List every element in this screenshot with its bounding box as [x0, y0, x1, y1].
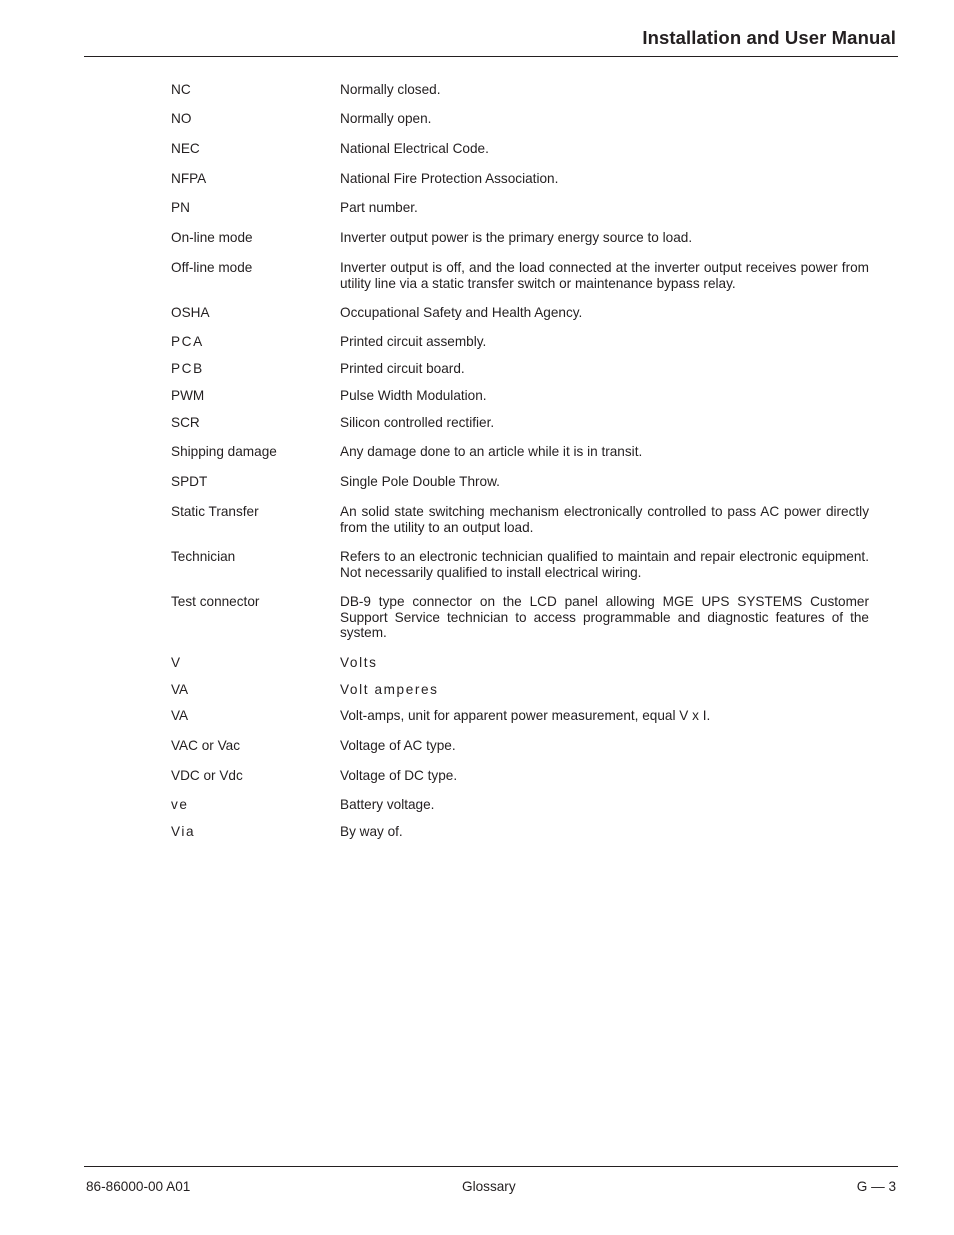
glossary-definition: Normally closed.	[340, 82, 441, 97]
glossary-term: On-line mode	[171, 230, 253, 245]
glossary-definition: Inverter output is off, and the load connected at the inverter output receives power from utility line via a static transfer switch or maintenance bypass relay.	[340, 260, 869, 291]
glossary-term: VDC or Vdc	[171, 768, 243, 783]
glossary-definition: Single Pole Double Throw.	[340, 474, 500, 489]
glossary-term: Off-line mode	[171, 260, 253, 275]
glossary-definition: Pulse Width Modulation.	[340, 388, 487, 403]
footer-section-name: Glossary	[462, 1179, 516, 1194]
glossary-term: Static Transfer	[171, 504, 259, 519]
glossary-definition: Battery voltage.	[340, 797, 435, 812]
glossary-term: PN	[171, 200, 190, 215]
glossary-term: NEC	[171, 141, 200, 156]
glossary-term: VA	[171, 708, 189, 723]
glossary-term: PCA	[171, 334, 204, 349]
glossary-term: PCB	[171, 361, 204, 376]
glossary-definition: Part number.	[340, 200, 418, 215]
glossary-term: Test connector	[171, 594, 260, 609]
footer-document-number: 86-86000-00 A01	[86, 1179, 191, 1194]
glossary-term: OSHA	[171, 305, 210, 320]
glossary-definition: Inverter output power is the primary energy source to load.	[340, 230, 693, 245]
glossary-term: V	[171, 655, 181, 670]
footer-page-number: G — 3	[856, 1179, 896, 1194]
glossary-term: ve	[171, 797, 189, 812]
glossary-definition: Volt-amps, unit for apparent power measurement, equal V x I.	[340, 708, 711, 723]
glossary-definition: Printed circuit assembly.	[340, 334, 487, 349]
glossary-term: Via	[171, 824, 196, 839]
glossary-definition: An solid state switching mechanism electronically controlled to pass AC power directly from the utility to an output load.	[340, 504, 869, 535]
glossary-definition: Volt amperes	[340, 682, 439, 697]
glossary-term: NC	[171, 82, 191, 97]
glossary-term: Technician	[171, 549, 236, 564]
glossary-term: VAC or Vac	[171, 738, 240, 753]
glossary-term: SPDT	[171, 474, 208, 489]
glossary-definition: Voltage of DC type.	[340, 768, 458, 783]
glossary-definition: National Fire Protection Association.	[340, 171, 559, 186]
glossary-definition: By way of.	[340, 824, 403, 839]
glossary-definition: Refers to an electronic technician qualified to maintain and repair electronic equipment. Not necessarily qualified to install electrical wiring.	[340, 549, 869, 580]
glossary-term: SCR	[171, 415, 200, 430]
glossary-term: NFPA	[171, 171, 207, 186]
glossary-term: PWM	[171, 388, 205, 403]
glossary-term: NO	[171, 111, 192, 126]
glossary-term: VA	[171, 682, 189, 697]
glossary-definition: Normally open.	[340, 111, 432, 126]
glossary-definition: Volts	[340, 655, 378, 670]
glossary-definition: Silicon controlled rectifier.	[340, 415, 495, 430]
header-divider	[84, 56, 898, 57]
glossary-definition: Printed circuit board.	[340, 361, 465, 376]
glossary-definition: Occupational Safety and Health Agency.	[340, 305, 583, 320]
glossary-definition: Voltage of AC type.	[340, 738, 456, 753]
page-header-title: Installation and User Manual	[642, 27, 896, 48]
glossary-definition: National Electrical Code.	[340, 141, 489, 156]
glossary-definition: DB-9 type connector on the LCD panel allowing MGE UPS SYSTEMS Customer Support Service technician to access programmable and diagnostic features of the system.	[340, 594, 869, 641]
glossary-term: Shipping damage	[171, 444, 277, 459]
glossary-definition: Any damage done to an article while it is in transit.	[340, 444, 643, 459]
footer-divider	[84, 1166, 898, 1167]
